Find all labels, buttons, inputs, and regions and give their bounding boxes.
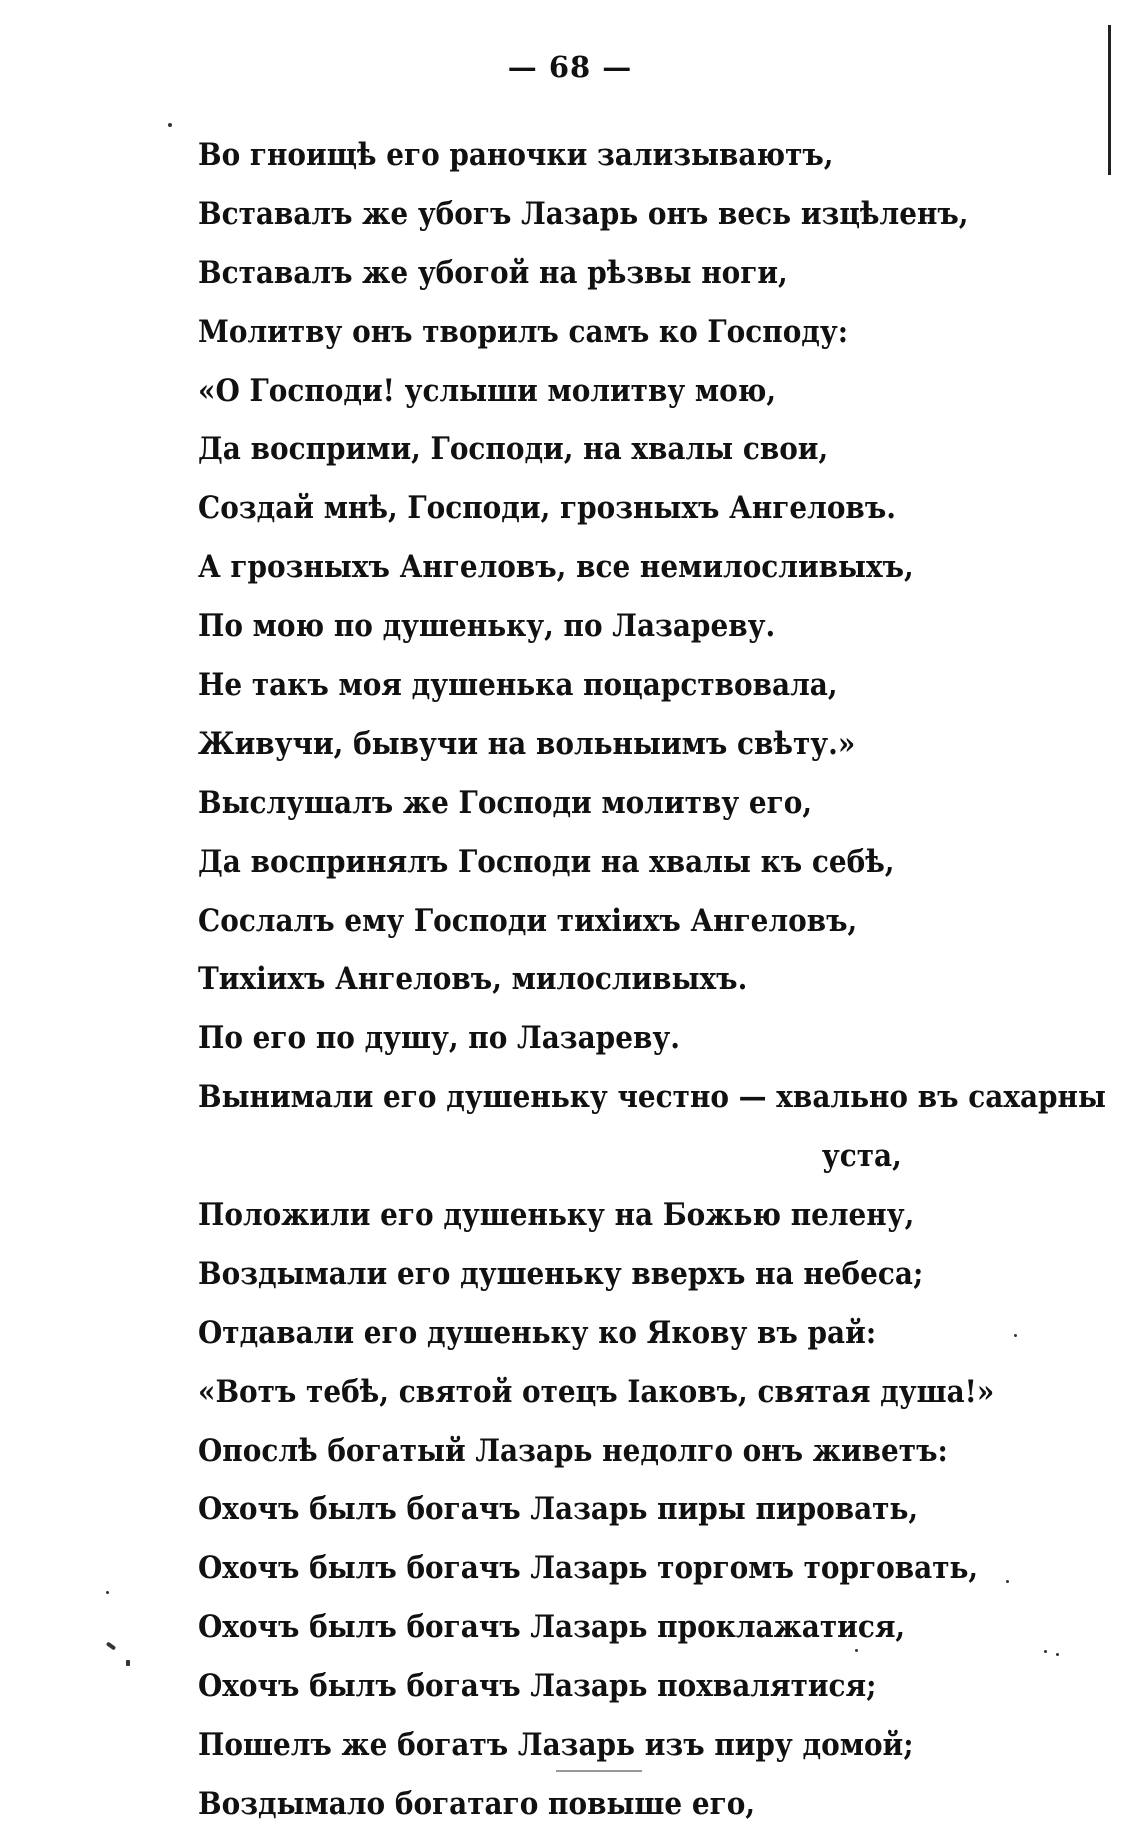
scan-speck: [168, 123, 172, 127]
verse-line: Воздымало богатаго повыше его,: [198, 1785, 756, 1822]
verse-line: Не такъ моя душенька поцарствовала,: [198, 667, 838, 704]
verse-block: [198, 126, 1106, 1834]
verse-line: Тихіихъ Ангеловъ, милосливыхъ.: [198, 961, 748, 998]
bottom-rule-mark: [556, 1770, 642, 1772]
verse-line: Сослалъ ему Господи тихіихъ Ангеловъ,: [198, 902, 858, 939]
verse-line: Создай мнѣ, Господи, грозныхъ Ангеловъ.: [198, 490, 896, 527]
scan-speck: [855, 1649, 858, 1652]
verse-line: Вставалъ же убогъ Лазарь онъ весь изцѣленъ,: [198, 195, 969, 232]
verse-line: Отдавали его душеньку ко Якову въ рай:: [198, 1314, 877, 1351]
verse-line: Да воспринялъ Господи на хвалы къ себѣ,: [198, 843, 895, 880]
verse-line: Положили его душеньку на Божью пелену,: [198, 1197, 915, 1234]
verse-line: «Вотъ тебѣ, святой отецъ Іаковъ, святая душа!»: [198, 1373, 995, 1410]
verse-line-overflow: уста,: [821, 1138, 902, 1175]
verse-line: По его по душу, по Лазареву.: [198, 1020, 680, 1057]
verse-line: Воздымали его душеньку вверхъ на небеса;: [198, 1255, 924, 1292]
verse-line: Выслушалъ же Господи молитву его,: [198, 784, 813, 821]
scan-speck: [1044, 1650, 1047, 1653]
verse-line: Вставалъ же убогой на рѣзвы ноги,: [198, 254, 788, 291]
verse-line: Вынимали его душеньку честно — хвально въ сахарны: [198, 1079, 1106, 1116]
verse-line: Охочъ былъ богачъ Лазарь похвалятися;: [198, 1668, 877, 1705]
page-number: — 68 —: [507, 50, 633, 84]
verse-line: Молитву онъ творилъ самъ ко Господу:: [198, 313, 849, 350]
verse-line: Во гноищѣ его раночки зализываютъ,: [198, 137, 834, 173]
verse-line: Охочъ былъ богачъ Лазарь проклажатися,: [198, 1609, 906, 1646]
verse-line: Живучи, бывучи на вольныимъ свѣту.»: [198, 725, 856, 762]
verse-line: По мою по душеньку, по Лазареву.: [198, 608, 776, 645]
scan-speck: [1006, 1580, 1009, 1583]
scan-speck: [126, 1660, 130, 1666]
verse-line: Охочъ былъ богачъ Лазарь пиры пировать,: [198, 1491, 919, 1528]
verse-line: Охочъ былъ богачъ Лазарь торгомъ торговать,: [198, 1550, 979, 1587]
verse-line: А грозныхъ Ангеловъ, все немилосливыхъ,: [198, 549, 914, 586]
verse-line: Опослѣ богатый Лазарь недолго онъ живетъ:: [198, 1432, 948, 1469]
scan-speck: [1014, 1334, 1017, 1337]
scan-speck: [106, 1641, 116, 1650]
scan-speck: [1056, 1653, 1059, 1656]
verse-line: Пошелъ же богатъ Лазарь изъ пиру домой;: [198, 1727, 914, 1764]
scan-speck: [106, 1591, 109, 1594]
verse-line: «О Господи! услыши молитву мою,: [198, 372, 777, 409]
page-edge-rule: [1108, 25, 1111, 175]
verse-line: Да восприми, Господи, на хвалы свои,: [198, 431, 829, 468]
